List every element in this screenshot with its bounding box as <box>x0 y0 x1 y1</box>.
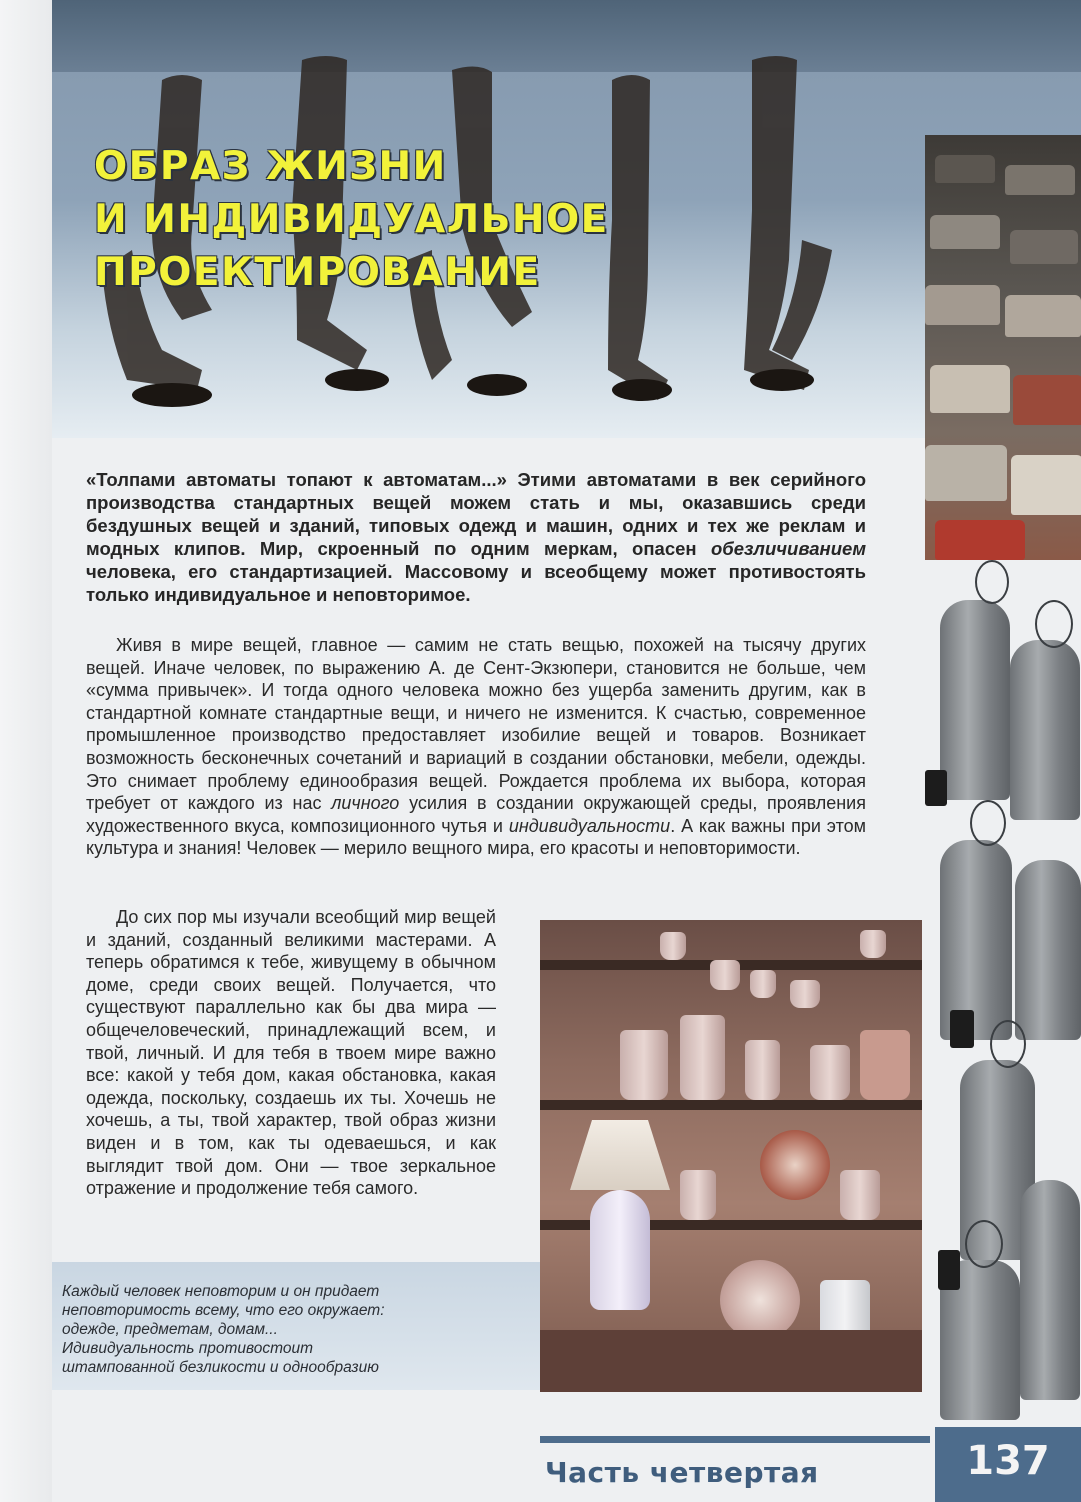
footer-rule <box>540 1436 930 1443</box>
caption-line-4: Идивидуальность противостоит <box>62 1340 314 1357</box>
p1-part3: . А как важны при этом культура и знания! Человек — мерило вещного мира, его красоты и неповторимости. <box>86 815 866 859</box>
caption-line-2: неповторимость всему, что его окружает: <box>62 1302 385 1319</box>
p1-part2: усилия в создании окружающей среды, проявления художественного вкуса, композиционного чутья и <box>86 793 866 836</box>
caption-line-1: Каждый человек неповторим и он придает <box>62 1283 380 1300</box>
lead-paragraph <box>86 468 866 606</box>
p1-part1: Живя в мире вещей, главное — самим не стать вещью, похожей на тысячу других вещей. Иначе человек, по выражению А. де Сент-Экзюпери, становится не больше, чем «сумма привычек». И тогда одного человека можно без ущерба заменить другим, как в стандартной комнате стандартные вещи, и ничего не изменится. К счастью, современное промышленное производство предоставляет изобилие вещей и товаров. Возникает возможность бесконечных сочетаний и вариаций в создании обстановки, мебели, одежды. Это снимает проблему единообразия вещей. Рождается проблема их выбора, которая требует от каждого из нас <box>86 635 866 814</box>
kitchen-shelves-photo <box>540 920 922 1392</box>
title-line-3: ПРОЕКТИРОВАНИЕ <box>94 250 541 295</box>
lead-text-tail: человека, его стандартизацией. Массовому и всеобщему может противостоять только индивидуальное и неповторимое. <box>86 561 866 605</box>
lead-emphasis: обезличиванием <box>710 538 866 559</box>
page-number: 137 <box>966 1438 1050 1484</box>
page-title <box>94 140 694 299</box>
business-suits-collage <box>920 560 1081 1420</box>
traffic-jam-photo <box>925 135 1081 560</box>
p1-emphasis-personal: личного <box>331 793 400 814</box>
body-paragraph-2: До сих пор мы изучали всеобщий мир вещей и зданий, созданный великими мастерами. А теперь обратимся к тебе, живущему в обычном доме, среди своих вещей. Получается, что существуют параллельно как бы два мира — общечеловеческий, принадлежащий всем, и твой, личный. И для тебя в твоем мире важно все: какой у тебя дом, какая обстановка, какая одежда, поскольку, создаешь их ты. Хочешь не хочешь, а ты, твой характер, твой образ жизни виден и в том, как ты одеваешься, и как выглядит твой дом. Они — твое зеркальное отражение и продолжение тебя самого. <box>86 907 496 1199</box>
p1-emphasis-individuality: индивидуальности <box>508 815 671 836</box>
title-line-2: И ИНДИВИДУАЛЬНОЕ <box>94 197 609 242</box>
lead-text: «Толпами автоматы топают к автоматам...» Этими автоматами в век серийного производства стандартных вещей можем стать и мы, оказавшись среди бездушных вещей и зданий, типовых одежд и машин, одних и тех же реклам и модных клипов. Мир, скроенный по одним меркам, опасен <box>86 469 866 559</box>
title-line-1: ОБРАЗ ЖИЗНИ <box>94 144 447 189</box>
section-label: Часть четвертая <box>545 1456 819 1489</box>
body-paragraph-1 <box>86 634 866 860</box>
page-margin <box>0 0 52 1502</box>
caption-line-5: штампованной безликости и однообразию <box>62 1359 379 1376</box>
caption <box>62 1282 532 1377</box>
caption-line-3: одежде, предметам, домам... <box>62 1321 278 1338</box>
